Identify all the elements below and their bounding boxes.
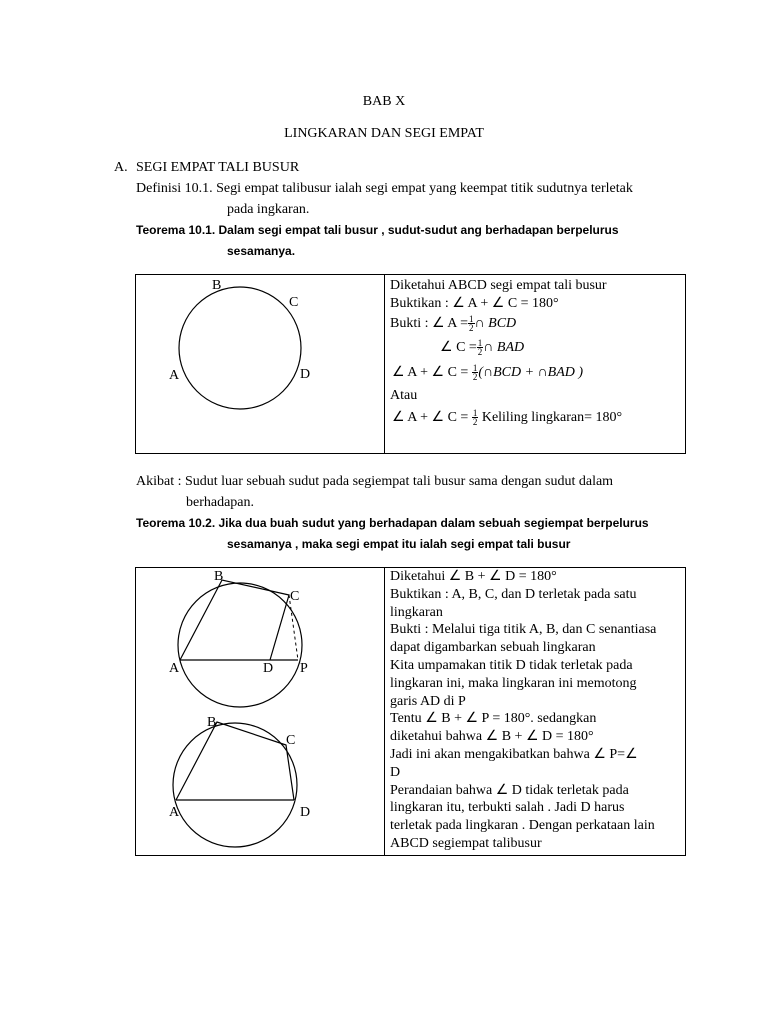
angle-symbol: ∠ [392,410,405,425]
t2-line: lingkaran [390,604,443,620]
t2-line: Jadi ini akan mengakibatkan bahwa ∠ P=∠ [390,747,638,762]
angle-symbol: ∠ [485,729,499,745]
angle-symbol: ∠ [452,296,465,311]
theorem-2-line-1: Teorema 10.2. Jika dua buah sudut yang berhadapan dalam sebuah segiempat berpelurus [136,516,649,530]
corollary-line-1: Akibat : Sudut luar sebuah sudut pada segiempat tali busur sama dengan sudut dalam [136,474,614,489]
table-divider [384,568,385,855]
t2-line: Perandaian bahwa ∠ D tidak terletak pada [390,782,629,798]
theorem-1-table [135,274,686,454]
angle-symbol: ∠ [491,296,505,311]
t1-circumference: ∠ A + ∠ C = $\frac{1}{2}$ Keliling lingkaran= 180° [392,408,623,428]
angle-symbol: ∠ [625,747,638,762]
theorem-1-line-2: sesamanya. [227,244,296,258]
angle-symbol: ∠ [431,365,445,380]
point-label-b: B [207,715,217,730]
t2-line: Tentu ∠ B + ∠ P = 180°. sedangkan [390,711,597,727]
point-label-a: A [169,805,180,820]
point-label-c: C [289,295,299,310]
fraction-half: $\frac{1}{2}$ [469,314,474,334]
dashed-line-cp [289,595,298,660]
table-divider [384,275,385,453]
t2-line: Bukti : Melalui tiga titik A, B, dan C senantiasa [390,622,657,638]
t1-proof-sum: ∠ A + ∠ C = $\frac{1}{2}$ (∩BCD + ∩BAD ) [392,363,584,383]
point-label-d: D [300,367,311,382]
t2-line: diketahui bahwa ∠ B + ∠ D = 180° [390,729,594,745]
t2-line: garis AD di P [390,693,466,709]
t2-line: lingkaran ini, maka lingkaran ini memotong [390,675,637,691]
definition-line-2: pada ingkaran. [227,202,310,217]
t2-line: Buktikan : A, B, C, dan D terletak pada satu [390,586,637,602]
definition-line-1: Definisi 10.1. Segi empat talibusur ialah segi empat yang keempat titik sudutnya terletak [136,181,633,196]
point-label-d: D [300,805,311,820]
point-label-a: A [169,661,180,676]
point-label-p: P [300,661,308,676]
t1-proof-c: ∠ C = $\frac{1}{2}$ ∩ BAD [440,338,525,358]
t2-line: ABCD segiempat talibusur [390,836,542,851]
circle [173,723,297,847]
t2-line: lingkaran itu, terbukti salah . Jadi D harus [390,800,625,816]
converse-proof-figures [136,568,384,855]
fraction-half: $\frac{1}{2}$ [477,338,483,358]
figure-1 [169,569,308,707]
point-label-a: A [169,368,180,383]
circle [179,287,301,409]
fraction-half: $\frac{1}{2}$ [472,408,478,428]
section-letter: A. [114,160,128,175]
theorem-2-line-2: sesamanya , maka segi empat itu ialah segi empat tali busur [227,537,571,551]
angle-symbol: ∠ [448,569,462,584]
t1-given: Diketahui ABCD segi empat tali busur [390,278,607,293]
angle-symbol: ∠ [425,711,438,727]
angle-symbol: ∠ [525,729,539,745]
figure-2 [169,715,310,847]
cyclic-quadrilateral-figure [136,275,384,453]
arc-symbol: ∩ [483,340,494,355]
theorem-1-line-1: Teorema 10.1. Dalam segi empat tali busur , sudut-sudut ang berhadapan berpelurus [136,223,619,237]
point-label-b: B [214,569,224,584]
t2-line: D [390,764,401,780]
angle-symbol: ∠ [432,316,445,331]
angle-symbol: ∠ [440,340,453,355]
arc-symbol: ∩ [474,316,485,331]
quadrilateral-abcd [176,722,294,800]
point-label-d: D [263,661,274,676]
circle [178,583,302,707]
chapter-title: LINGKARAN DAN SEGI EMPAT [284,126,484,141]
t2-line: dapat digambarkan sebuah lingkaran [390,640,596,656]
corollary-line-2: berhadapan. [186,495,255,510]
section-heading: SEGI EMPAT TALI BUSUR [136,160,300,175]
t1-or: Atau [390,388,418,403]
t2-line: Kita umpamakan titik D tidak terletak pada [390,658,633,673]
t1-proof-a: Bukti : ∠ A = $\frac{1}{2}$ ∩ BCD [390,314,517,334]
angle-symbol: ∠ [495,782,509,798]
angle-symbol: ∠ [465,711,479,727]
t2-line: Diketahui ∠ B + ∠ D = 180° [390,569,557,584]
angle-symbol: ∠ [392,365,405,380]
t1-prove: Buktikan : ∠ A + ∠ C = 180° [390,296,559,311]
angle-symbol: ∠ [489,569,502,584]
angle-symbol: ∠ [431,410,445,425]
angle-symbol: ∠ [593,747,606,762]
t2-line: terletak pada lingkaran . Dengan perkataan lain [390,818,655,834]
chapter-label: BAB X [362,94,406,109]
point-label-c: C [290,589,300,604]
theorem-2-table [135,567,686,856]
point-label-c: C [286,733,296,748]
point-label-b: B [212,278,222,293]
fraction-half: $\frac{1}{2}$ [472,363,478,383]
